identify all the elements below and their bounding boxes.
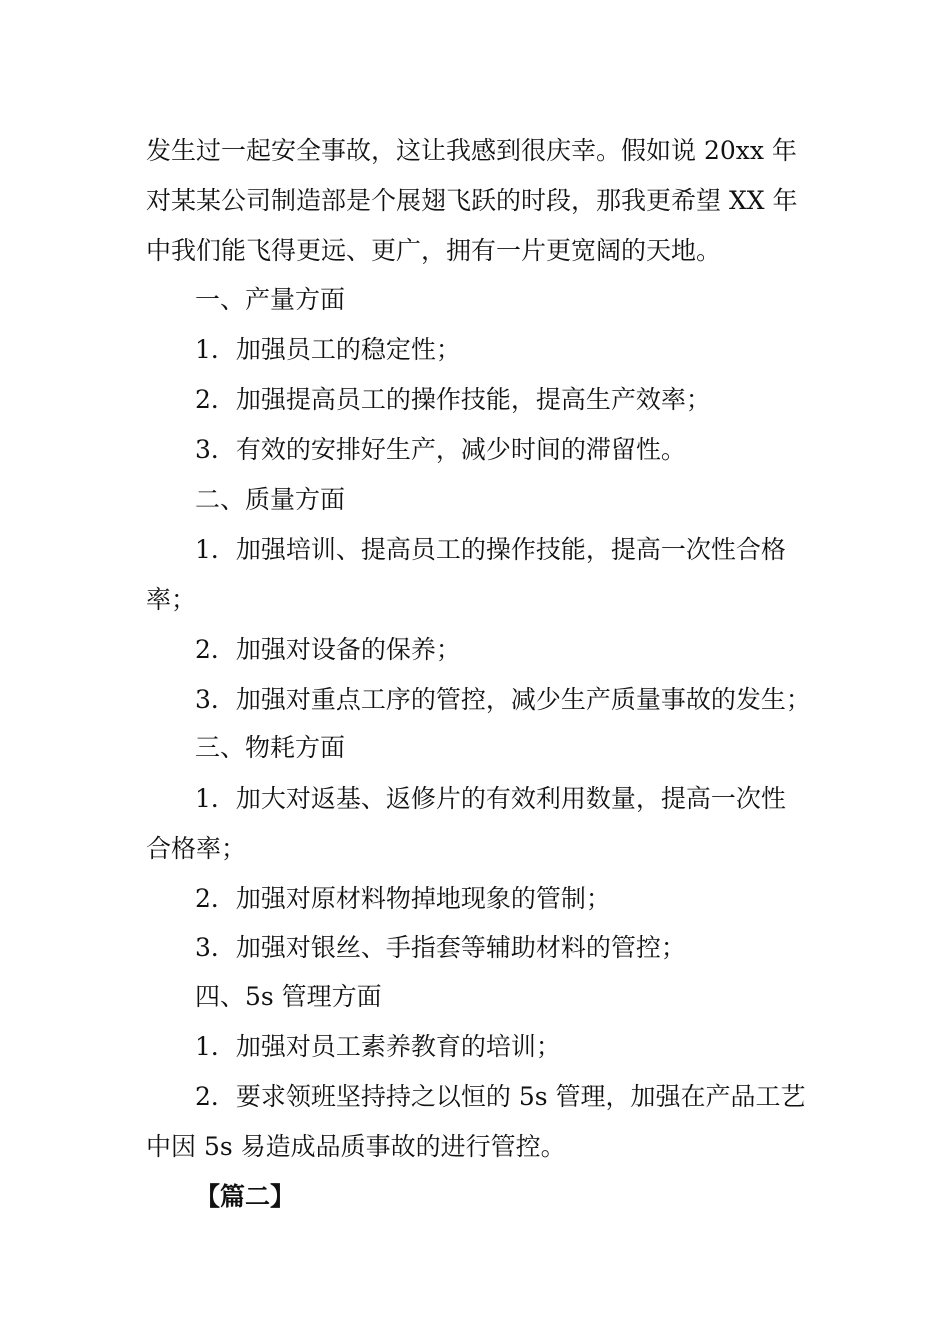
section-heading-output: 一、产量方面 xyxy=(195,285,346,314)
list-item-continuation: 合格率； xyxy=(146,834,247,863)
list-item: 1．加强员工的稳定性； xyxy=(195,335,461,364)
paragraph-line: 发生过一起安全事故，这让我感到很庆幸。假如说 20xx 年 xyxy=(146,136,797,165)
section-heading-quality: 二、质量方面 xyxy=(195,485,346,514)
list-item: 1．加大对返基、返修片的有效利用数量，提高一次性 xyxy=(195,784,786,813)
paragraph-line: 中我们能飞得更远、更广，拥有一片更宽阔的天地。 xyxy=(146,236,722,265)
section-heading-materials: 三、物耗方面 xyxy=(195,733,346,762)
list-item: 1．加强对员工素养教育的培训； xyxy=(195,1032,561,1061)
list-item: 2．加强对原材料物掉地现象的管制； xyxy=(195,884,611,913)
list-item: 2．加强对设备的保养； xyxy=(195,635,461,664)
list-item: 3．加强对银丝、手指套等辅助材料的管控； xyxy=(195,933,686,962)
paragraph-line: 对某某公司制造部是个展翅飞跃的时段，那我更希望 XX 年 xyxy=(146,186,798,215)
list-item: 1．加强培训、提高员工的操作技能，提高一次性合格 xyxy=(195,535,786,564)
list-item-continuation: 中因 5s 易造成品质事故的进行管控。 xyxy=(146,1132,566,1161)
list-item: 3．加强对重点工序的管控，减少生产质量事故的发生； xyxy=(195,685,811,714)
section-heading-5s: 四、5s 管理方面 xyxy=(195,982,382,1011)
list-item: 2．要求领班坚持持之以恒的 5s 管理，加强在产品工艺 xyxy=(195,1082,806,1111)
list-item-continuation: 率； xyxy=(146,585,197,614)
list-item: 2．加强提高员工的操作技能，提高生产效率； xyxy=(195,385,711,414)
list-item: 3．有效的安排好生产，减少时间的滞留性。 xyxy=(195,435,686,464)
part-heading: 【篇二】 xyxy=(195,1182,296,1211)
